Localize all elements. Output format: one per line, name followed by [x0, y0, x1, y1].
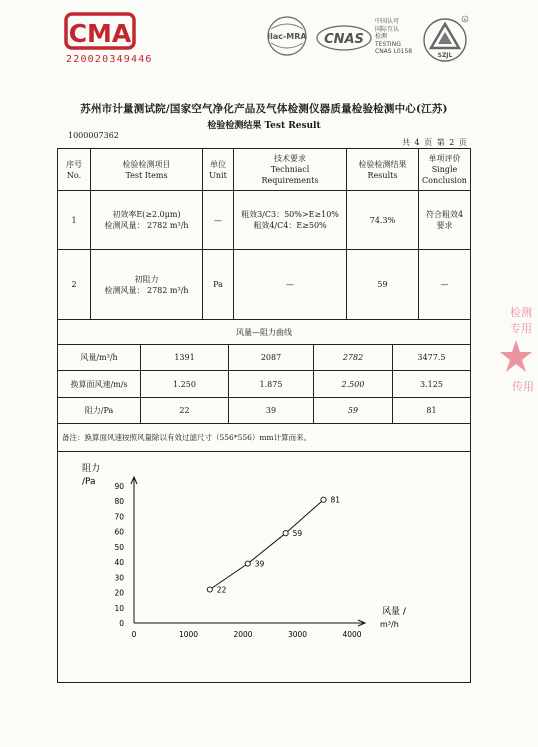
row1-requirements: 粗效3/C3：50%>E≥10% 粗效4/C4：E≥50%	[241, 210, 339, 230]
y-axis-label-unit: /Pa	[82, 477, 96, 487]
report-number: 1000007362	[68, 131, 119, 140]
row1-no: 1	[71, 215, 77, 225]
x-tick-label: 4000	[342, 630, 362, 639]
row2-no: 2	[71, 280, 77, 289]
curve-row-label: 换算面风速/m/s	[70, 379, 128, 389]
header-unit: 单位 Unit	[209, 159, 227, 180]
row1-conclusion: 符合粗效4 要求	[425, 210, 464, 230]
row2-requirements: —	[286, 280, 294, 289]
x-axis-label: 风量 /	[382, 607, 406, 617]
report-subtitle: 检验检测结果 Test Result	[207, 121, 321, 131]
y-tick-label: 30	[114, 573, 124, 583]
y-tick-label: 20	[114, 588, 124, 598]
curve-cell: 1.250	[173, 379, 196, 389]
curve-cell: 3.125	[420, 379, 443, 389]
y-tick-label: 50	[114, 542, 124, 552]
row2-unit: Pa	[213, 280, 223, 289]
svg-text:传用: 传用	[512, 380, 534, 393]
x-axis-label-unit: m³/h	[380, 620, 399, 629]
curve-row-label: 风量/m³/h	[80, 353, 118, 362]
page-info: 共 4 页 第 2 页	[402, 138, 468, 147]
data-label: 22	[216, 585, 227, 595]
cma-logo	[64, 10, 136, 52]
svg-text:CMA: CMA	[68, 19, 132, 48]
row1-result: 74.3%	[369, 215, 396, 225]
svg-text:ilac-MRA: ilac-MRA	[267, 32, 307, 41]
data-label: 39	[254, 559, 265, 569]
cnas-accreditation-text: 中国认可 国际互认 检测 TESTING CNAS L0158	[375, 18, 413, 55]
data-point	[245, 561, 250, 566]
data-label: 81	[330, 495, 341, 505]
curve-cell: 1.875	[259, 379, 283, 389]
ilac-mra-logo	[261, 15, 313, 57]
curve-title: 风量—阻力曲线	[236, 327, 292, 337]
y-axis-label: 阻力	[82, 464, 101, 474]
row1-unit: —	[214, 215, 222, 225]
curve-cell: 81	[426, 406, 437, 415]
curve-cell: 2087	[260, 353, 282, 362]
svg-text:CNAS: CNAS	[324, 32, 364, 47]
curve-cell: 22	[179, 406, 190, 415]
report-title: 苏州市计量测试院/国家空气净化产品及气体检测仪器质量检验检测中心(江苏)	[80, 103, 448, 115]
y-tick-label: 70	[114, 512, 124, 522]
curve-cell: 59	[347, 406, 359, 415]
resistance-curve-chart	[66, 456, 426, 656]
header-no: 序号 No.	[66, 159, 82, 180]
svg-text:SZJL: SZJL	[437, 52, 453, 59]
data-label: 59	[292, 529, 303, 539]
header-requirements: 技术要求 Techniacl Requirements	[261, 154, 319, 185]
y-tick-label: 0	[119, 619, 124, 628]
svg-text:R: R	[463, 17, 467, 22]
data-point	[321, 497, 326, 502]
row2-result: 59	[377, 280, 388, 289]
row2-item: 初阻力 检测风量： 2782 m³/h	[104, 274, 189, 295]
header-results: 检验检测结果 Results	[358, 159, 407, 180]
data-point	[207, 587, 212, 592]
header-conclusion: 单项评价 Single Conclusion	[422, 154, 467, 185]
cma-number: 220020349446	[66, 54, 153, 65]
curve-cell: 1391	[174, 353, 195, 362]
svg-text:专用: 专用	[510, 322, 532, 335]
cnas-logo	[316, 25, 372, 51]
x-tick-label: 3000	[287, 630, 308, 639]
szjl-logo	[420, 14, 470, 62]
resistance-curve-line	[210, 500, 324, 590]
curve-cell: 3477.5	[417, 353, 446, 362]
inspection-stamp	[498, 298, 538, 408]
y-tick-label: 40	[114, 558, 124, 568]
x-tick-label: 1000	[178, 630, 199, 639]
curve-cell: 39	[265, 406, 277, 415]
curve-cell: 2.500	[341, 379, 365, 389]
y-tick-label: 80	[114, 497, 124, 507]
note: 备注：换算面风速按照风量除以有效过滤尺寸（556*556）mm计算而来。	[62, 433, 312, 442]
y-tick-label: 90	[114, 482, 124, 491]
curve-cell: 2782	[342, 353, 364, 362]
header-test-items: 检验检测项目 Test Items	[122, 159, 171, 180]
curve-row-label: 阻力/Pa	[84, 406, 114, 415]
y-tick-label: 10	[114, 603, 124, 613]
row2-conclusion: —	[440, 280, 449, 289]
svg-text:检测: 检测	[510, 306, 532, 319]
x-tick-label: 2000	[233, 630, 253, 639]
y-tick-label: 60	[114, 527, 124, 537]
x-tick-label: 0	[131, 630, 137, 639]
row1-item: 初效率E(≥2.0μm) 检测风量： 2782 m³/h	[104, 210, 189, 230]
data-point	[283, 531, 288, 536]
